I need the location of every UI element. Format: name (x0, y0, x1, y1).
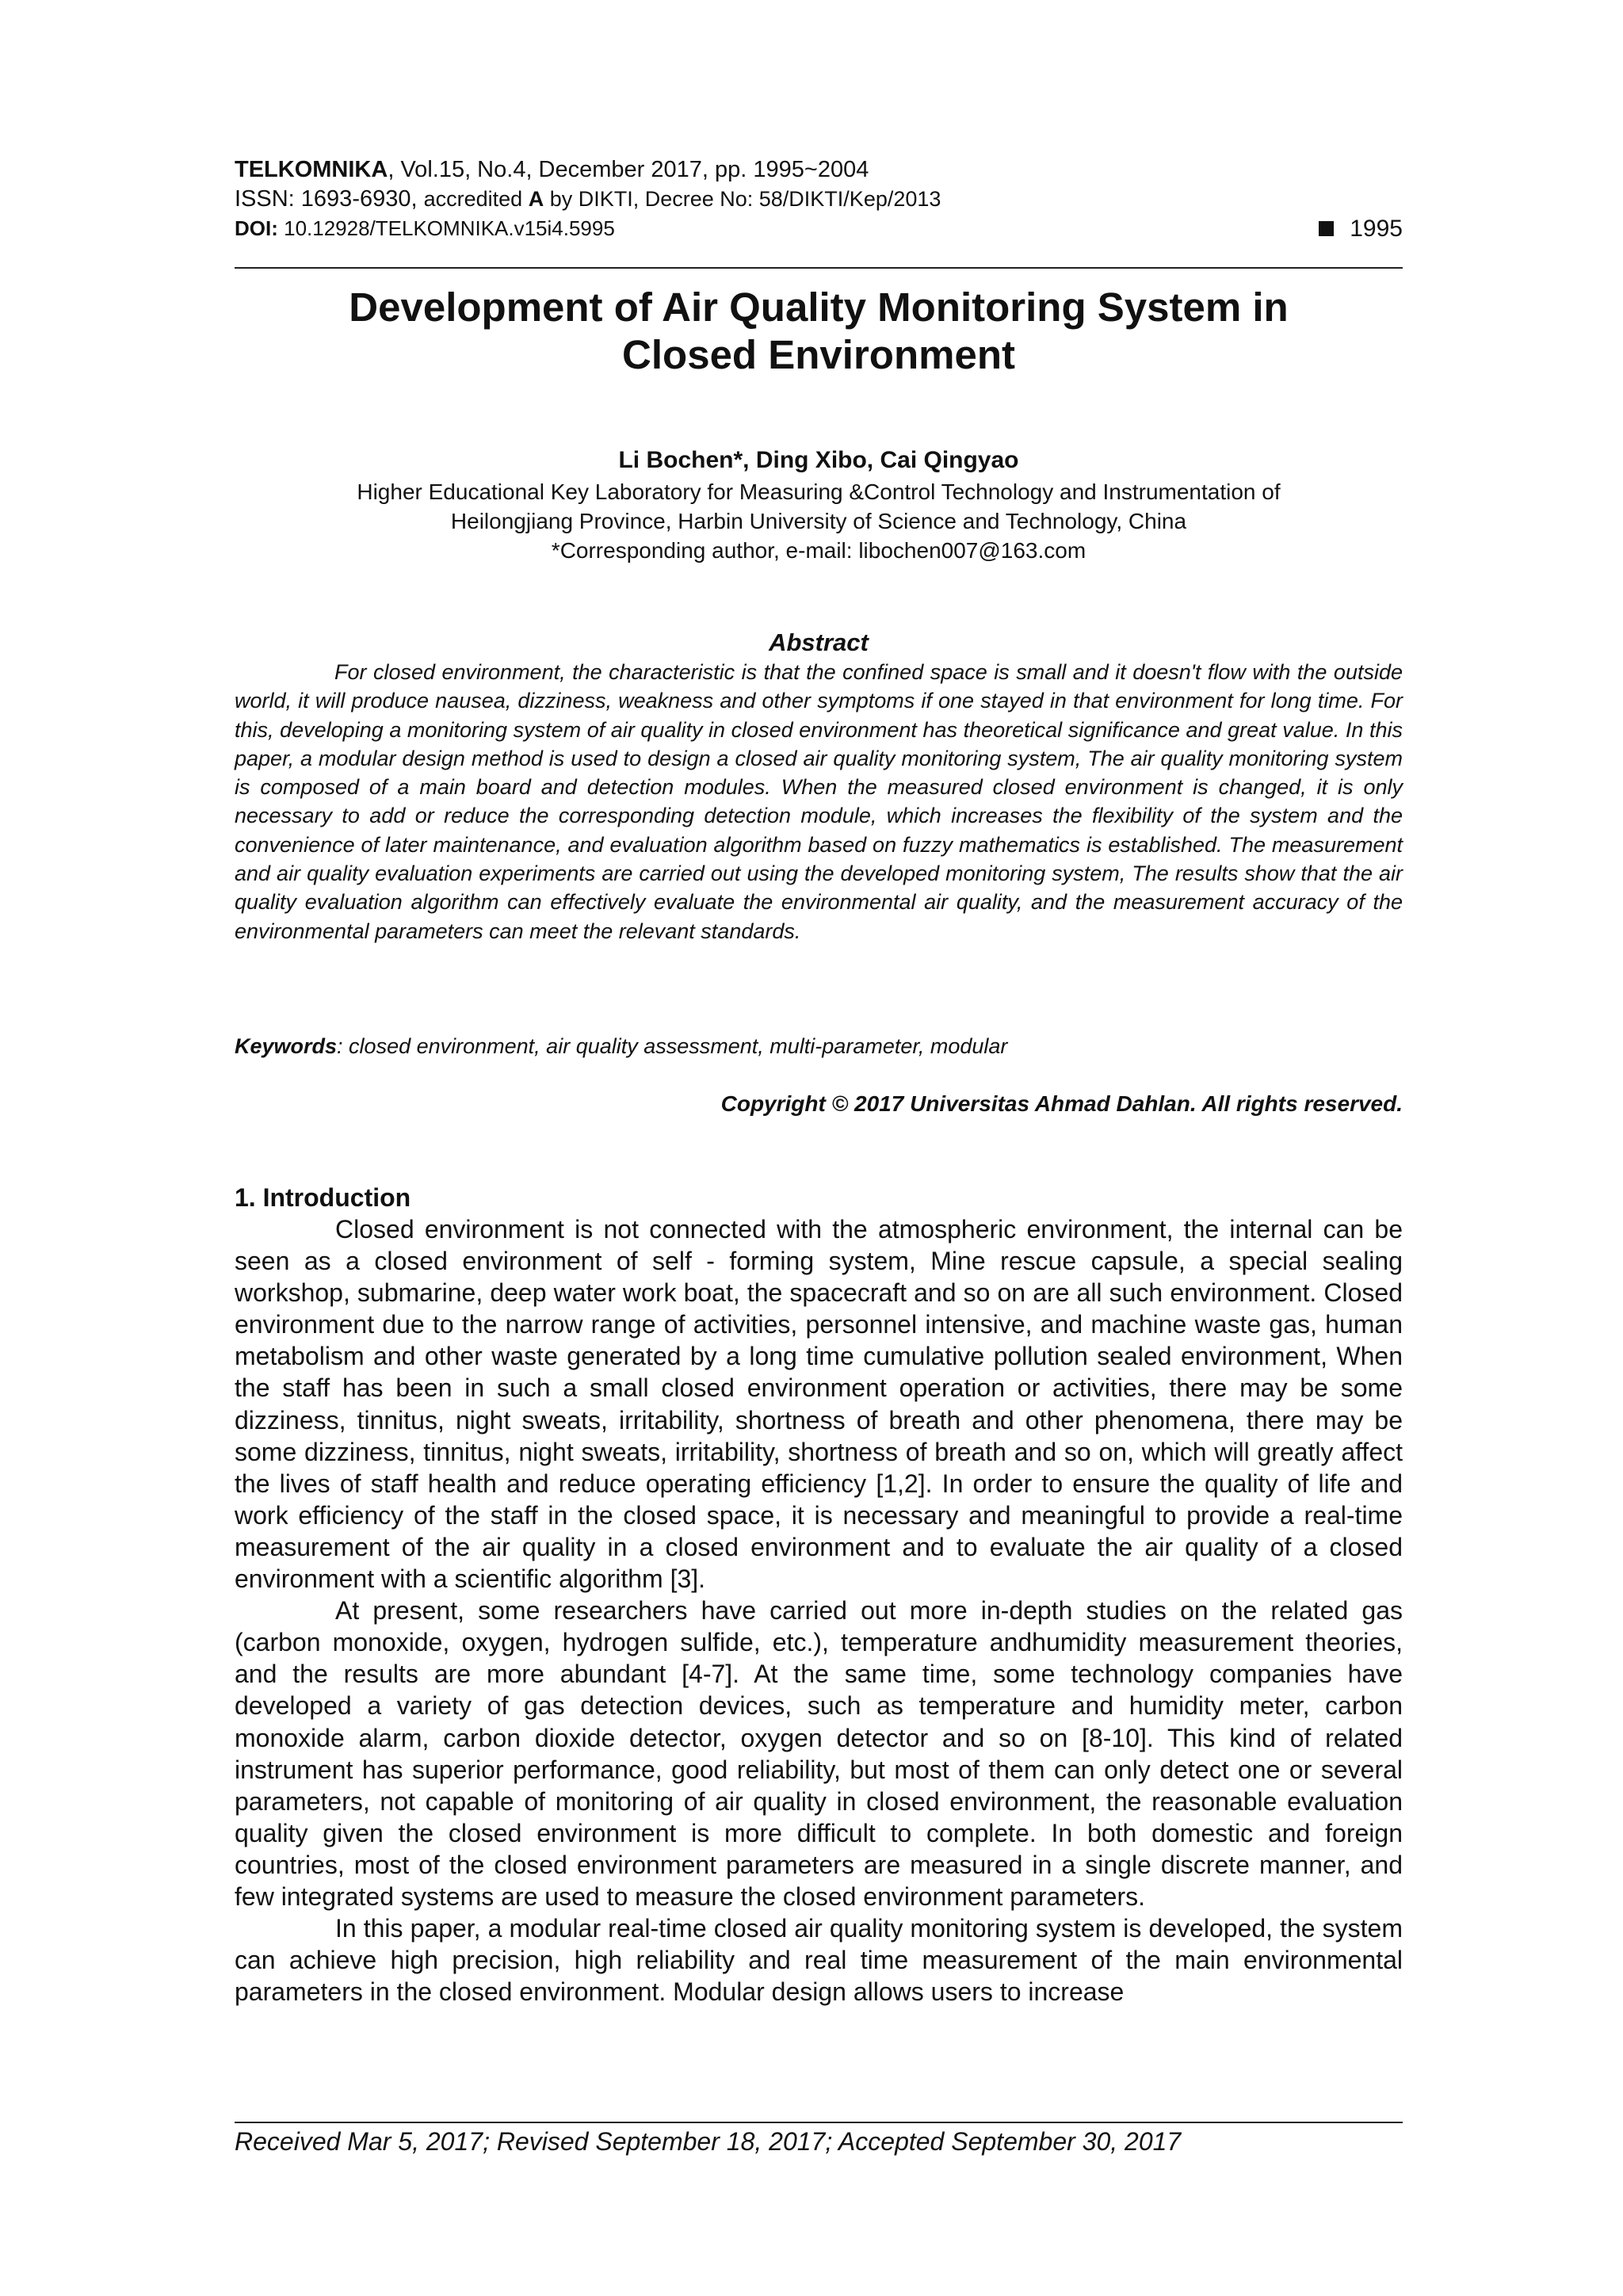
page-number-block (1319, 214, 1403, 243)
issn: ISSN: 1693-6930, (235, 186, 424, 212)
title-line-1: Development of Air Quality Monitoring System in (349, 285, 1289, 330)
journal-citation: , Vol.15, No.4, December 2017, pp. 1995~2004 (388, 157, 869, 182)
header-rule (235, 267, 1403, 269)
issn-line (235, 185, 1403, 214)
page-number: 1995 (1350, 216, 1403, 242)
abstract-text: For closed environment, the characteristic is that the confined space is small and it doesn't flow with the outside world, it will produce nausea, dizziness, weakness and other symptoms if one stayed in that environment for long time. For this, developing a monitoring system of air quality in closed environment has theoretical significance and great value. In this paper, a modular design method is used to design a closed air quality monitoring system, The air quality monitoring system is composed of a main board and detection modules. When the measured closed environment is changed, it is only necessary to add or reduce the corresponding detection module, which increases the flexibility of the system and the convenience of later maintenance, and evaluation algorithm based on fuzzy mathematics is established. The measurement and air quality evaluation experiments are carried out using the developed monitoring system, The results show that the air quality evaluation algorithm can effectively evaluate the environmental air quality, and the measurement accuracy of the environmental parameters can meet the relevant standards. (235, 660, 1403, 943)
body-paragraph: In this paper, a modular real-time closed air quality monitoring system is developed, the system can achieve high precision, high reliability and real time measurement of the main environmental parameters in the closed environment. Modular design allows users to increase (235, 1914, 1403, 2007)
keywords-list: : closed environment, air quality assessment, multi-parameter, modular (337, 1034, 1008, 1058)
accredited-pre: accredited (423, 187, 529, 211)
doi-line (235, 214, 1403, 243)
square-bullet-icon (1319, 221, 1334, 236)
authors: Li Bochen*, Ding Xibo, Cai Qingyao (618, 447, 1019, 473)
affiliation-line-1: Higher Educational Key Laboratory for Measuring &Control Technology and Instrumentation of (357, 479, 1281, 504)
introduction-body (235, 1213, 1403, 2008)
received-dates: Received Mar 5, 2017; Revised September 18, 2017; Accepted September 30, 2017 (235, 2127, 1182, 2156)
affiliation-line-2: Heilongjiang Province, Harbin University of Science and Technology, China (450, 509, 1187, 533)
body-paragraph: At present, some researchers have carried out more in-depth studies on the related gas (carbon monoxide, oxygen, hydrogen sulfide, etc.), temperature andhumidity measurement theories, and the results are more abundant [4-7]. At the same time, some technology companies have developed a variety of gas detection devices, such as temperature and humidity meter, carbon monoxide alarm, carbon dioxide detector, oxygen detector and so on [8-10]. This kind of related instrument has superior performance, good reliability, but most of them can only detect one or several parameters, not capable of monitoring of air quality in closed environment, the reasonable evaluation quality given the closed environment is more difficult to complete. In both domestic and foreign countries, most of the closed environment parameters are measured in a single discrete manner, and few integrated systems are used to measure the closed environment parameters. (235, 1596, 1403, 1911)
keywords-label: Keywords (235, 1034, 338, 1058)
title-line-2: Closed Environment (622, 332, 1015, 377)
affiliation (235, 477, 1403, 565)
corresponding-author: *Corresponding author, e-mail: libochen007@163.com (551, 538, 1086, 563)
paper-title (235, 284, 1403, 379)
abstract-heading: Abstract (769, 628, 869, 656)
doi-link[interactable]: 10.12928/TELKOMNIKA.v15i4.5995 (277, 216, 615, 240)
doi-label: DOI: (235, 216, 278, 240)
copyright-notice: Copyright © 2017 Universitas Ahmad Dahlan. All rights reserved. (720, 1091, 1403, 1116)
journal-citation-line (235, 155, 1403, 185)
accredited-grade: A (528, 187, 544, 211)
accredited-post: by DIKTI, Decree No: 58/DIKTI/Kep/2013 (544, 187, 941, 211)
footer-rule (235, 2122, 1403, 2123)
keywords (235, 1032, 1403, 1060)
body-paragraph: Closed environment is not connected with the atmospheric environment, the internal can be seen as a closed environment of self - forming system, Mine rescue capsule, a special sealing workshop, submarine, deep water work boat, the spacecraft and so on are all such environment. Closed environment due to the narrow range of activities, personnel intensive, and machine waste gas, human metabolism and other waste generated by a long time cumulative pollution sealed environment, When the staff has been in such a small closed environment operation or activities, there may be some dizziness, tinnitus, night sweats, irritability, shortness of breath and other phenomena, there may be some dizziness, tinnitus, night sweats, irritability, shortness of breath and so on, which will greatly affect the lives of staff health and reduce operating efficiency [1,2]. In order to ensure the quality of life and work efficiency of the staff in the closed space, it is necessary and meaningful to provide a real-time measurement of the air quality in a closed environment and to evaluate the air quality of a closed environment with a scientific algorithm [3]. (235, 1215, 1403, 1594)
journal-name: TELKOMNIKA (235, 157, 388, 182)
section-heading-introduction: 1. Introduction (235, 1183, 411, 1212)
running-header (235, 155, 1403, 243)
